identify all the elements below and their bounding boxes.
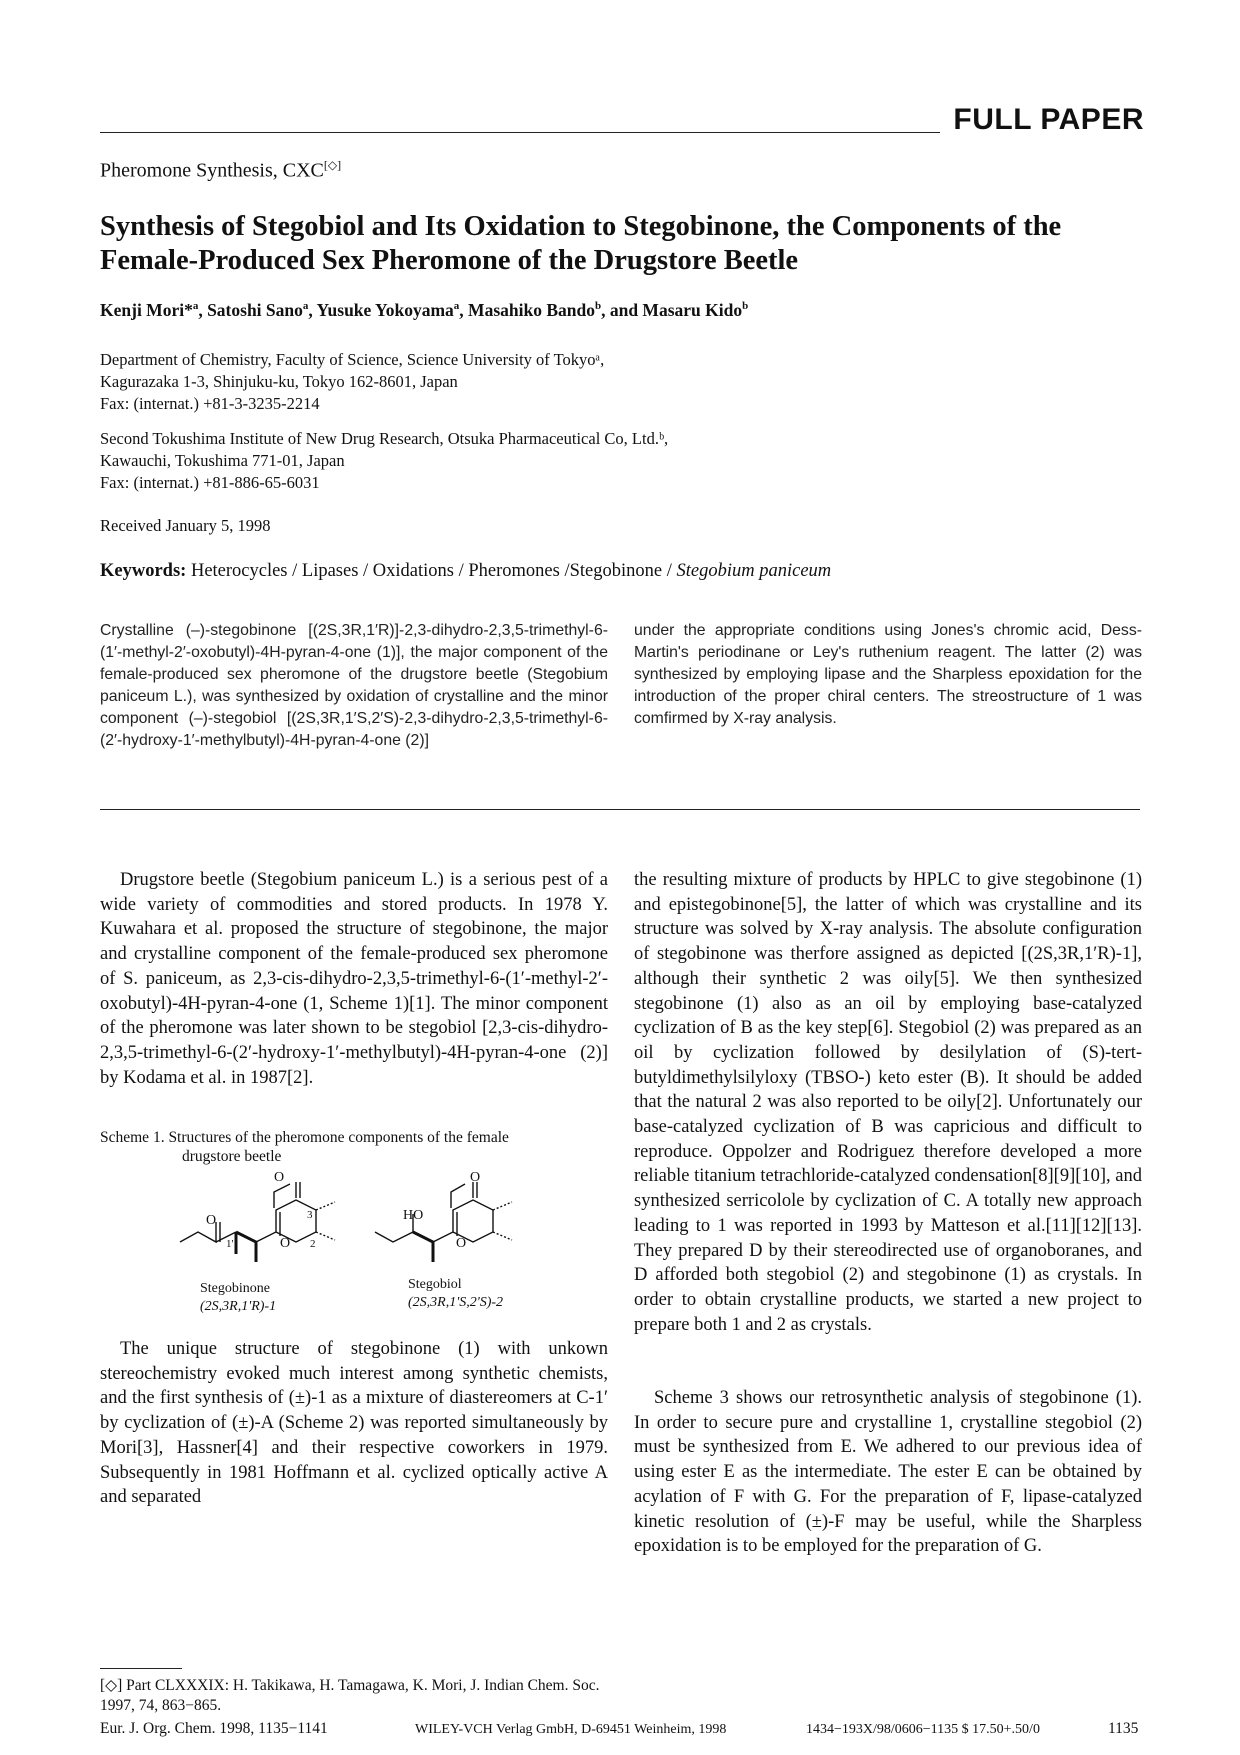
keywords-italic: Stegobium paniceum (676, 561, 832, 581)
header-rule (100, 132, 940, 133)
affiliation-line: Department of Chemistry, Faculty of Science, Science University of Tokyoᵃ, (100, 350, 605, 369)
abstract-left: Crystalline (–)-stegobinone [(2S,3R,1′R)]-2,3-dihydro-2,3,5-trimethyl-6-(1′-methyl-2′-oxobutyl)-4H-pyran-4-one (1)], the major component of the female-produced sex pheromone of the drugstore beetle (Stegobium paniceum L.), was synthesized by oxidation of crystalline and the minor component (–)-stegobiol [(2S,3R,1′S,2′S)-2,3-dihydro-2,3,5-trimethyl-6-(2′-hydroxy-1′-methylbutyl)-4H-pyran-4-one (2)] (100, 622, 608, 749)
footer-journal: Eur. J. Org. Chem. 1998, 1135−1141 (100, 1720, 328, 1737)
body-paragraph-3: the resulting mixture of products by HPLC to give stegobinone (1) and epistegobinone[5], the latter of which was crystalline and its structure was solved by X-ray analysis. The absolute configuration of stegobinone was therfore assigned as depicted [(2S,3R,1′R)-1], although their synthetic 2 was oily[5]. We then synthesized stegobinone (1) also as an oil by employing base-catalyzed cyclization of B as the key step[6]. Stegobiol (2) was prepared as an oil by cyclization followed by desilylation of (S)-tert-butyldimethylsilyloxy (TBSO-) keto ester (B). It should be added that the natural 2 was also reported to be oily[2]. Unfortunately our base-catalyzed cyclization of B was capricious and difficult to reproduce. Oppolzer and Rodriguez therefore developed a more reliable titanium tetrachloride-catalyzed condensation[8][9][10], and synthesized serricolole by cyclization of C. A totally new approach leading to 1 was reported in 1993 by Matteson et al.[11][12][13]. They prepared D by their stereodirected use of organoboranes, and D afforded both stegobiol (2) and stegobinone (1) as crystals. In order to obtain crystalline products, we started a new project to prepare both 1 and 2 as crystals. (634, 870, 1143, 1335)
author-name: , and Masaru Kido (601, 300, 743, 320)
footer-code: 1434−193X/98/0606−1135 $ 17.50+.50/0 (806, 1722, 1040, 1737)
page-number: 1135 (1108, 1720, 1139, 1737)
locant-label: 2 (310, 1238, 316, 1250)
affiliation-line: Fax: (internat.) +81-3-3235-2214 (100, 394, 320, 413)
author-name: , Yusuke Yokoyama (308, 300, 454, 320)
atom-label: O (456, 1236, 467, 1251)
atom-label: O (274, 1170, 285, 1185)
compound-name: Stegobinone (200, 1281, 270, 1296)
compound-config: (2S,3R,1'S,2'S)-2 (408, 1295, 504, 1310)
body-paragraph-2: The unique structure of stegobinone (1) with unkown stereochemistry evoked much interest among synthetic chemists, and the first synthesis of (±)-1 as a mixture of diastereomers at C-1′ by cyclization of (±)-A (Scheme 2) was reported simultaneously by Mori[3], Hassner[4] and their respective coworkers in 1979. Subsequently in 1981 Hoffmann et al. cyclized optically active A and separated (100, 1339, 608, 1508)
series-footnote-mark: [◇] (323, 158, 342, 172)
compound-name: Stegobiol (408, 1277, 462, 1292)
footnote: [◇] Part CLXXXIX: H. Takikawa, H. Tamagawa, K. Mori, J. Indian Chem. Soc. 1997, 74, 863−865. (100, 1677, 600, 1714)
author-affil-mark: a (453, 300, 460, 313)
locant-label: 1' (226, 1238, 234, 1250)
author-affil-mark: a (302, 300, 309, 313)
locant-label: 3 (307, 1209, 313, 1221)
abstract-rule (100, 809, 1140, 810)
atom-label: O (470, 1170, 481, 1185)
structure-drawings (160, 1172, 600, 1282)
compound-config: (2S,3R,1'R)-1 (200, 1299, 277, 1314)
author-affil-mark: b (594, 300, 602, 313)
keywords-label: Keywords: (100, 561, 187, 581)
stegobiol-structure (375, 1182, 512, 1262)
caption-line: drugstore beetle (182, 1148, 282, 1165)
affiliation-2 (100, 428, 668, 494)
paper-title: Synthesis of Stegobiol and Its Oxidation to Stegobinone, the Components of the Female-Produced Sex Pheromone of the Drugstore Beetle (100, 211, 1062, 276)
author-affil-mark: a (192, 300, 199, 313)
keywords-text: Heterocycles / Lipases / Oxidations / Pheromones /Stegobinone / (186, 561, 677, 581)
keywords (100, 561, 831, 582)
affiliation-line: Kawauchi, Tokushima 771-01, Japan (100, 451, 345, 470)
author-name: Kenji Mori* (100, 300, 193, 320)
affiliation-line: Kagurazaka 1-3, Shinjuku-ku, Tokyo 162-8601, Japan (100, 372, 458, 391)
atom-label: O (280, 1236, 291, 1251)
affiliation-line: Fax: (internat.) +81-886-65-6031 (100, 473, 320, 492)
scheme-1-figure (160, 1172, 600, 1332)
scheme-caption (100, 1128, 608, 1166)
abstract-right: under the appropriate conditions using Jones's chromic acid, Dess-Martin's periodinane or Ley's ruthenium reagent. The latter (2) was synthesized by employing lipase and the Sharpless epoxidation for the introduction of the proper chiral centers. The streostructure of 1 was comfirmed by X-ray analysis. (634, 622, 1142, 727)
author-name: , Satoshi Sano (198, 300, 303, 320)
author-name: , Masahiko Bando (459, 300, 595, 320)
atom-label: HO (403, 1208, 424, 1223)
caption-line: Scheme 1. Structures of the pheromone components of the female (100, 1129, 509, 1146)
section-label: FULL PAPER (953, 103, 1144, 136)
received-date: Received January 5, 1998 (100, 516, 271, 535)
author-affil-mark: b (742, 300, 749, 313)
footer-publisher: WILEY-VCH Verlag GmbH, D-69451 Weinheim, 1998 (415, 1722, 727, 1737)
series-line (100, 158, 341, 183)
affiliation-line: Second Tokushima Institute of New Drug Research, Otsuka Pharmaceutical Co, Ltd.ᵇ, (100, 429, 669, 448)
body-paragraph-4: Scheme 3 shows our retrosynthetic analysis of stegobinone (1). In order to secure pure and crystalline 1, crystalline stegobiol (2) must be synthesized from E. We adhered to our previous idea of using ester E as the intermediate. The ester E can be obtained by acylation of F with G. For the preparation of F, lipase-catalyzed kinetic resolution of (±)-F may be useful, while the Sharpless epoxidation is to be employed for the preparation of G. (634, 1388, 1142, 1557)
footnote-rule (100, 1668, 182, 1669)
body-paragraph-1: Drugstore beetle (Stegobium paniceum L.) is a serious pest of a wide variety of commodities and stored products. In 1978 Y. Kuwahara et al. proposed the structure of stegobinone, the major and crystalline component of the female-produced sex pheromone of S. paniceum, as 2,3-cis-dihydro-2,3,5-trimethyl-6-(1′-methyl-2′-oxobutyl)-4H-pyran-4-one (1, Scheme 1)[1]. The minor component of the pheromone was later shown to be stegobiol [2,3-cis-dihydro-2,3,5-trimethyl-6-(2′-hydroxy-1′-methylbutyl)-4H-pyran-4-one (2)] by Kodama et al. in 1987[2]. (100, 870, 608, 1088)
series-text: Pheromone Synthesis, CXC (100, 159, 324, 182)
author-list (100, 300, 748, 321)
affiliation-1 (100, 349, 604, 415)
atom-label: O (206, 1213, 217, 1228)
